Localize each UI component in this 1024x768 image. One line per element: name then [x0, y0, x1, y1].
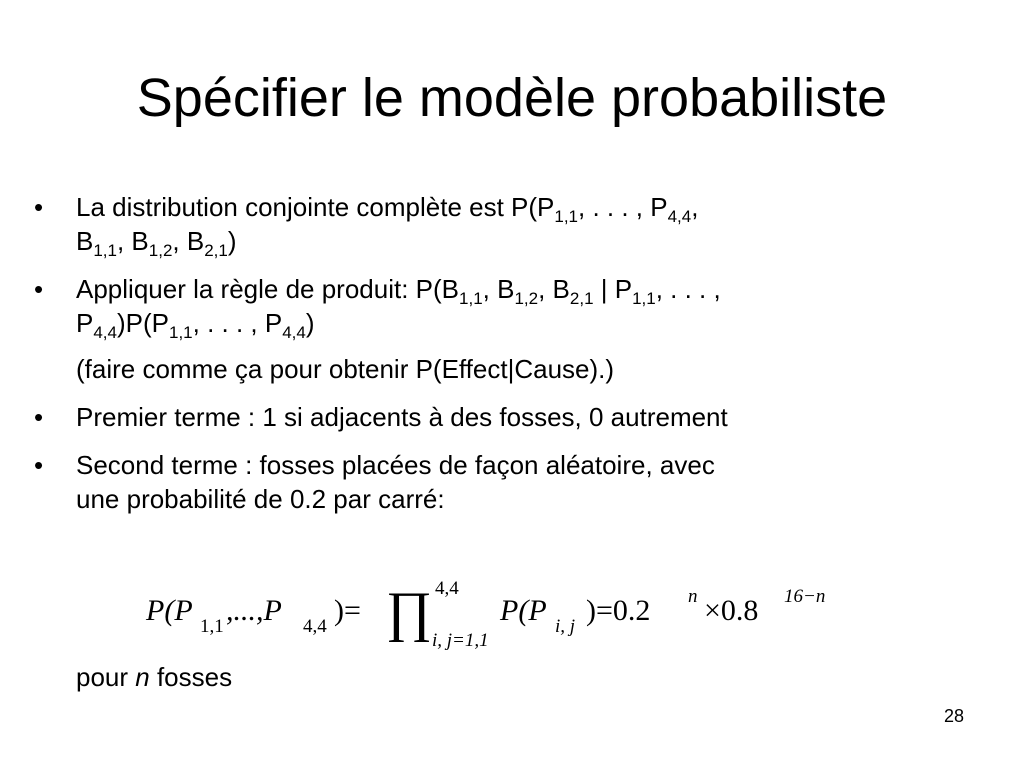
text: une probabilité de 0.2 par carré:	[76, 484, 445, 514]
variable-n: n	[135, 662, 150, 692]
subscript: 4,4	[667, 207, 692, 226]
bullet-product-rule	[34, 272, 994, 340]
formula-close-eq: )=	[334, 594, 361, 627]
product-symbol: ∏	[386, 581, 433, 643]
subscript: 1,1	[459, 289, 483, 308]
subscript: 4,4	[282, 323, 306, 342]
formula-rhs: )=0.2	[586, 594, 651, 627]
product-rule-note: (faire comme ça pour obtenir P(Effect|Cause).)	[76, 354, 615, 384]
subscript: 1,1	[632, 289, 656, 308]
bullet-marker: •	[34, 192, 44, 222]
text: B	[76, 226, 94, 256]
pour-n-fosses	[76, 660, 232, 694]
formula-mid: ,...,P	[226, 594, 282, 627]
bullet-marker: •	[34, 450, 44, 480]
text: fosses	[149, 662, 233, 692]
subscript: 1,1	[93, 241, 117, 260]
slide-number: 28	[943, 706, 964, 726]
formula-lhs: P(P	[146, 594, 193, 627]
product-upper-bound: 4,4	[435, 580, 459, 599]
text: pour	[76, 662, 136, 692]
text: , B	[116, 226, 149, 256]
product-lower-bound: i, j=1,1	[432, 630, 489, 651]
bullet-second-term	[34, 448, 994, 516]
text: , B	[538, 274, 570, 304]
text: Appliquer la règle de produit: P(B	[76, 274, 460, 304]
bullet-marker: •	[34, 274, 44, 304]
subscript: 1,2	[514, 289, 539, 308]
bullet-marker: •	[34, 402, 44, 432]
text: Premier terme : 1 si adjacents à des fosses, 0 autrement	[76, 402, 728, 432]
text: , B	[482, 274, 515, 304]
subscript: 1,2	[148, 241, 173, 260]
probability-formula	[140, 580, 860, 660]
subscript: 1,1	[554, 207, 579, 226]
text: )	[305, 308, 315, 338]
exponent-16-minus-n: 16−n	[784, 586, 826, 607]
text: )	[227, 226, 237, 256]
subscript: 2,1	[569, 289, 594, 308]
text: Second terme : fosses placées de façon aléatoire, avec	[76, 450, 715, 480]
bullet-list	[34, 190, 994, 530]
bullet-joint-distribution	[34, 190, 994, 258]
formula-sub-ij: i, j	[555, 616, 576, 637]
text: , B	[172, 226, 205, 256]
formula-sub-b: 4,4	[303, 616, 327, 637]
text: La distribution conjointe complète est P(P	[76, 192, 555, 222]
subscript: 1,1	[168, 323, 193, 342]
text: P	[76, 308, 94, 338]
formula-term: P(P	[500, 594, 547, 627]
text: ,	[691, 192, 699, 222]
text: , . . . , P	[578, 192, 668, 222]
text: | P	[593, 274, 633, 304]
formula-sub-a: 1,1	[200, 616, 224, 637]
exponent-n: n	[688, 586, 698, 607]
text: , . . . ,	[655, 274, 721, 304]
slide-title: Spécifier le modèle probabiliste	[136, 68, 888, 128]
subscript: 4,4	[93, 323, 117, 342]
bullet-first-term	[34, 400, 994, 434]
text: , . . . , P	[192, 308, 283, 338]
text: )P(P	[116, 308, 169, 338]
formula-times: ×0.8	[704, 594, 759, 627]
subscript: 2,1	[204, 241, 228, 260]
